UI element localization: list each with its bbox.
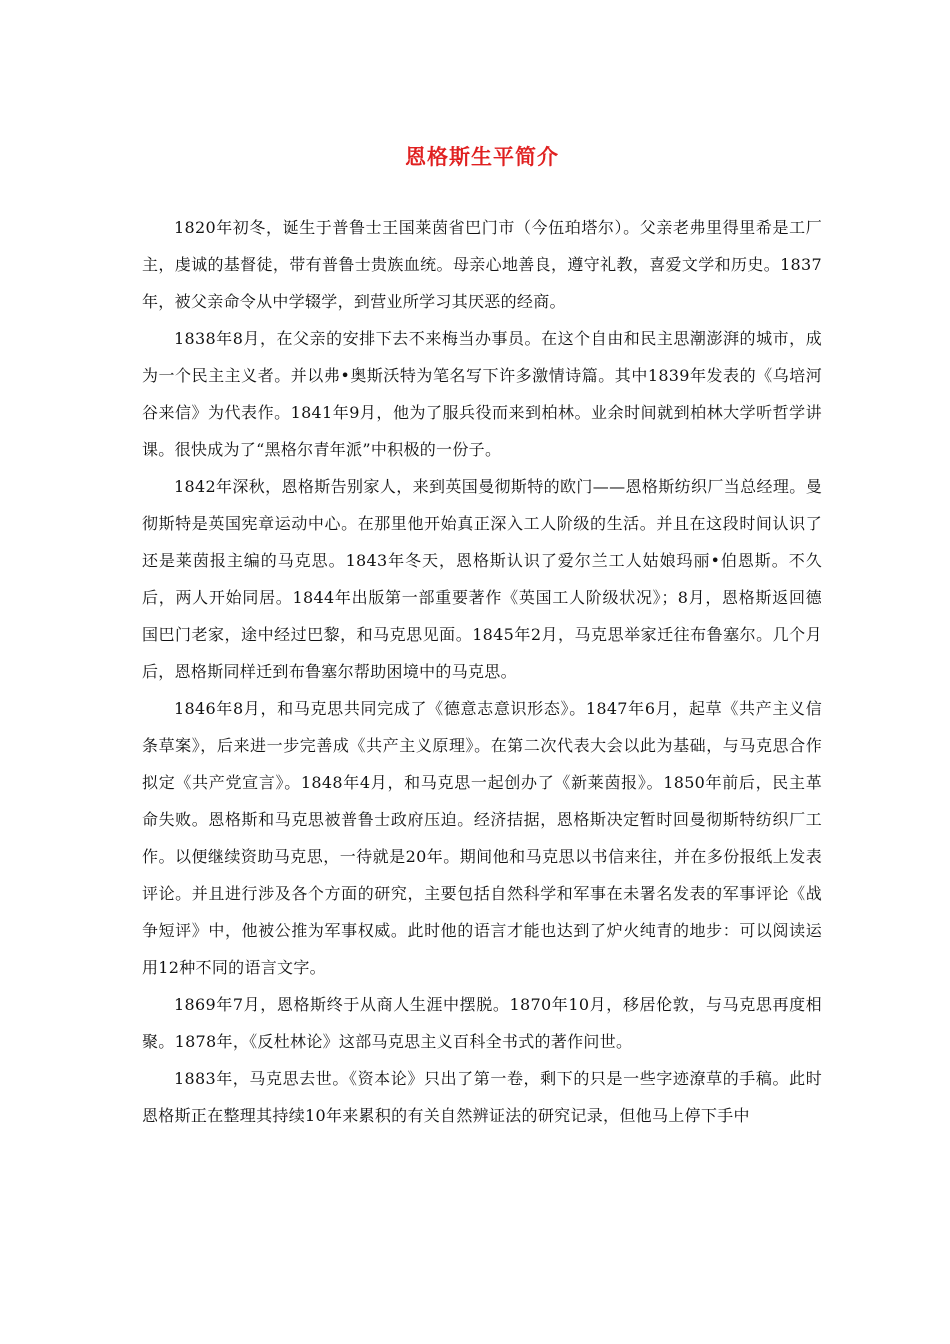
- paragraph-2: 1838年8月，在父亲的安排下去不来梅当办事员。在这个自由和民主思潮澎湃的城市，成为一个民主主义者。并以弗•奥斯沃特为笔名写下许多激情诗篇。其中1839年发表的《乌培河谷来信》为代表作。1841年9月，他为了服兵役而来到柏林。业余时间就到柏林大学听哲学讲课。很快成为了“黑格尔青年派”中积极的一份子。: [142, 329, 822, 459]
- paragraph-6: 1883年，马克思去世。《资本论》只出了第一卷，剩下的只是一些字迹潦草的手稿。此时恩格斯正在整理其持续10年来累积的有关自然辨证法的研究记录，但他马上停下手中: [142, 1069, 822, 1125]
- paragraph-5: 1869年7月，恩格斯终于从商人生涯中摆脱。1870年10月，移居伦敦，与马克思再度相聚。1878年，《反杜林论》这部马克思主义百科全书式的著作问世。: [142, 995, 822, 1051]
- paragraph-1: 1820年初冬，诞生于普鲁士王国莱茵省巴门市（今伍珀塔尔）。父亲老弗里得里希是工厂主，虔诚的基督徒，带有普鲁士贵族血统。母亲心地善良，遵守礼教，喜爱文学和历史。1837年，被父亲命令从中学辍学，到营业所学习其厌恶的经商。: [142, 218, 822, 311]
- paragraph-3: 1842年深秋，恩格斯告别家人，来到英国曼彻斯特的欧门——恩格斯纺织厂当总经理。曼彻斯特是英国宪章运动中心。在那里他开始真正深入工人阶级的生活。并且在这段时间认识了还是莱茵报主编的马克思。1843年冬天，恩格斯认识了爱尔兰工人姑娘玛丽•伯恩斯。不久后，两人开始同居。1844年出版第一部重要著作《英国工人阶级状况》；8月，恩格斯返回德国巴门老家，途中经过巴黎，和马克思见面。1845年2月，马克思举家迁往布鲁塞尔。几个月后，恩格斯同样迁到布鲁塞尔帮助困境中的马克思。: [142, 477, 822, 681]
- paragraph-4: 1846年8月，和马克思共同完成了《德意志意识形态》。1847年6月，起草《共产主义信条草案》，后来进一步完善成《共产主义原理》。在第二次代表大会以此为基础，与马克思合作拟定《共产党宣言》。1848年4月，和马克思一起创办了《新莱茵报》。1850年前后，民主革命失败。恩格斯和马克思被普鲁士政府压迫。经济拮据，恩格斯决定暂时回曼彻斯特纺织厂工作。以便继续资助马克思，一待就是20年。期间他和马克思以书信来往，并在多份报纸上发表评论。并且进行涉及各个方面的研究，主要包括自然科学和军事在未署名发表的军事评论《战争短评》中，他被公推为军事权威。此时他的语言才能也达到了炉火纯青的地步：可以阅读运用12种不同的语言文字。: [142, 699, 822, 977]
- document-body: [142, 209, 822, 1134]
- document-title: 恩格斯生平简介: [405, 145, 559, 169]
